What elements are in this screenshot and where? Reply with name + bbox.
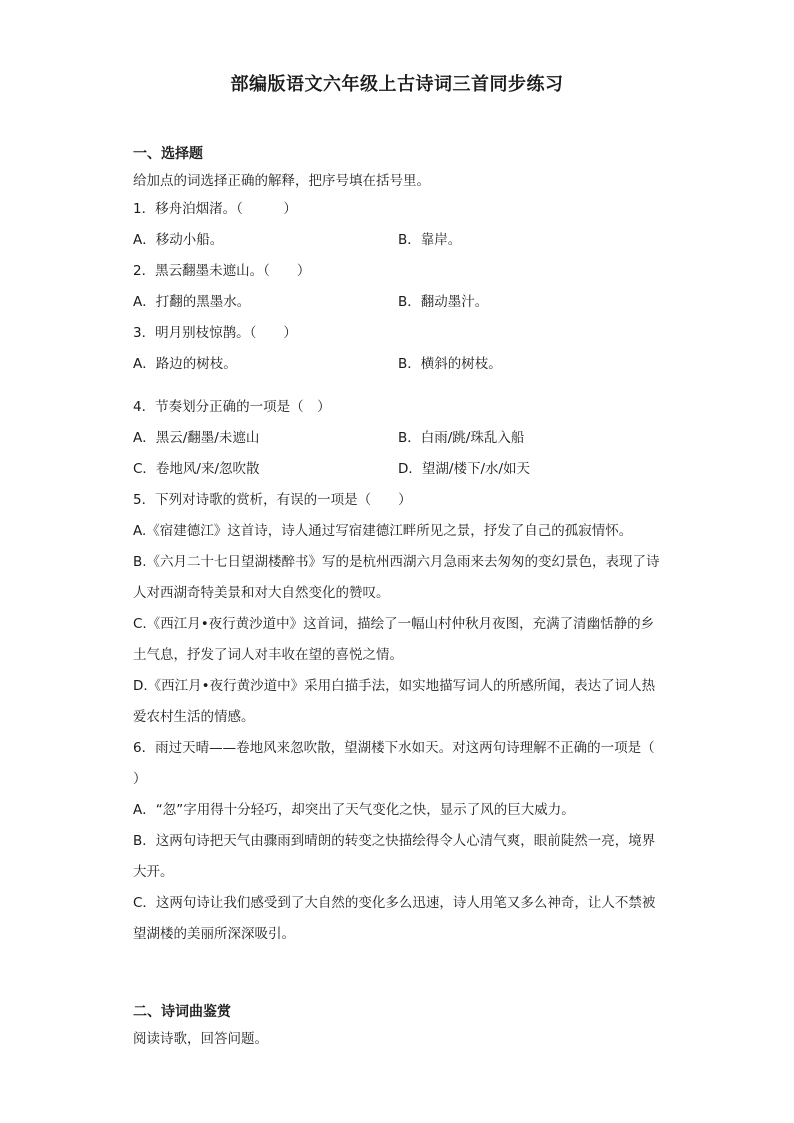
- section-heading: 二、诗词曲鉴赏: [133, 1004, 231, 1020]
- option-b: B．靠岸。: [398, 232, 462, 248]
- option-d: D．望湖/楼下/水/如天: [398, 461, 531, 477]
- question-5: [133, 485, 663, 733]
- option-a: A．打翻的黑墨水。: [133, 294, 251, 310]
- page-title: 部编版语文六年级上古诗词三首同步练习: [230, 74, 564, 95]
- section-choice: [133, 140, 682, 950]
- question-options: [133, 287, 663, 318]
- option-b: B.《六月二十七日望湖楼醉书》写的是杭州西湖六月急雨来去匆匆的变幻景色，表现了诗人对西湖奇特美景和对大自然变化的赞叹。: [133, 554, 660, 601]
- section-instruction: 阅读诗歌，回答问题。: [133, 1031, 268, 1047]
- question-stem: 3．明月别枝惊鹊。（ ）: [133, 325, 297, 341]
- question-stem: 2．黑云翻墨未遮山。（ ）: [133, 263, 311, 279]
- option-a: A．黑云/翻墨/未遮山: [133, 430, 260, 446]
- question-stem: 1．移舟泊烟渚。（ ）: [133, 201, 297, 217]
- question-options: [133, 349, 663, 380]
- document-body: [133, 140, 682, 1052]
- question-1: [133, 194, 663, 256]
- option-b: B．横斜的树枝。: [398, 356, 502, 372]
- question-stem: 6．雨过天晴——卷地风来忽吹散，望湖楼下水如天。对这两句诗理解不正确的一项是（ ）: [133, 740, 682, 787]
- option-d: D.《西江月•夜行黄沙道中》采用白描手法，如实地描写词人的所感所闻，表达了词人热爱农村生活的情感。: [133, 678, 656, 725]
- question-options: [133, 225, 663, 256]
- option-a: A．移动小船。: [133, 232, 224, 248]
- question-options: [133, 454, 663, 485]
- option-c: C．卷地风/来/忽吹散: [133, 461, 260, 477]
- option-c: C．这两句诗让我们感受到了大自然的变化多么迅速，诗人用笔又多么神奇，让人不禁被望湖楼的美丽所深深吸引。: [133, 895, 656, 942]
- question-stem: 5．下列对诗歌的赏析，有误的一项是（ ）: [133, 492, 412, 508]
- question-4: [133, 392, 663, 485]
- section-heading: 一、选择题: [133, 146, 203, 162]
- section-poetry: [133, 998, 663, 1052]
- question-stem: 4．节奏划分正确的一项是（ ）: [133, 399, 331, 415]
- option-c: C.《西江月•夜行黄沙道中》这首词，描绘了一幅山村仲秋月夜图，充满了清幽恬静的乡土气息，抒发了词人对丰收在望的喜悦之情。: [133, 616, 655, 663]
- option-a: A．“忽”字用得十分轻巧，却突出了天气变化之快，显示了风的巨大威力。: [133, 802, 575, 818]
- option-a: A．路边的树枝。: [133, 356, 237, 372]
- question-3: [133, 318, 663, 380]
- option-b: B．翻动墨汁。: [398, 294, 489, 310]
- option-b: B．这两句诗把天气由骤雨到晴朗的转变之快描绘得令人心清气爽，眼前陡然一亮，境界大开。: [133, 833, 656, 880]
- section-instruction: 给加点的词选择正确的解释，把序号填在括号里。: [133, 173, 430, 189]
- question-options: [133, 423, 663, 454]
- option-b: B．白雨/跳/珠乱入船: [398, 430, 525, 446]
- option-a: A.《宿建德江》这首诗，诗人通过写宿建德江畔所见之景，抒发了自己的孤寂情怀。: [133, 523, 633, 539]
- question-2: [133, 256, 663, 318]
- question-6: [133, 733, 682, 950]
